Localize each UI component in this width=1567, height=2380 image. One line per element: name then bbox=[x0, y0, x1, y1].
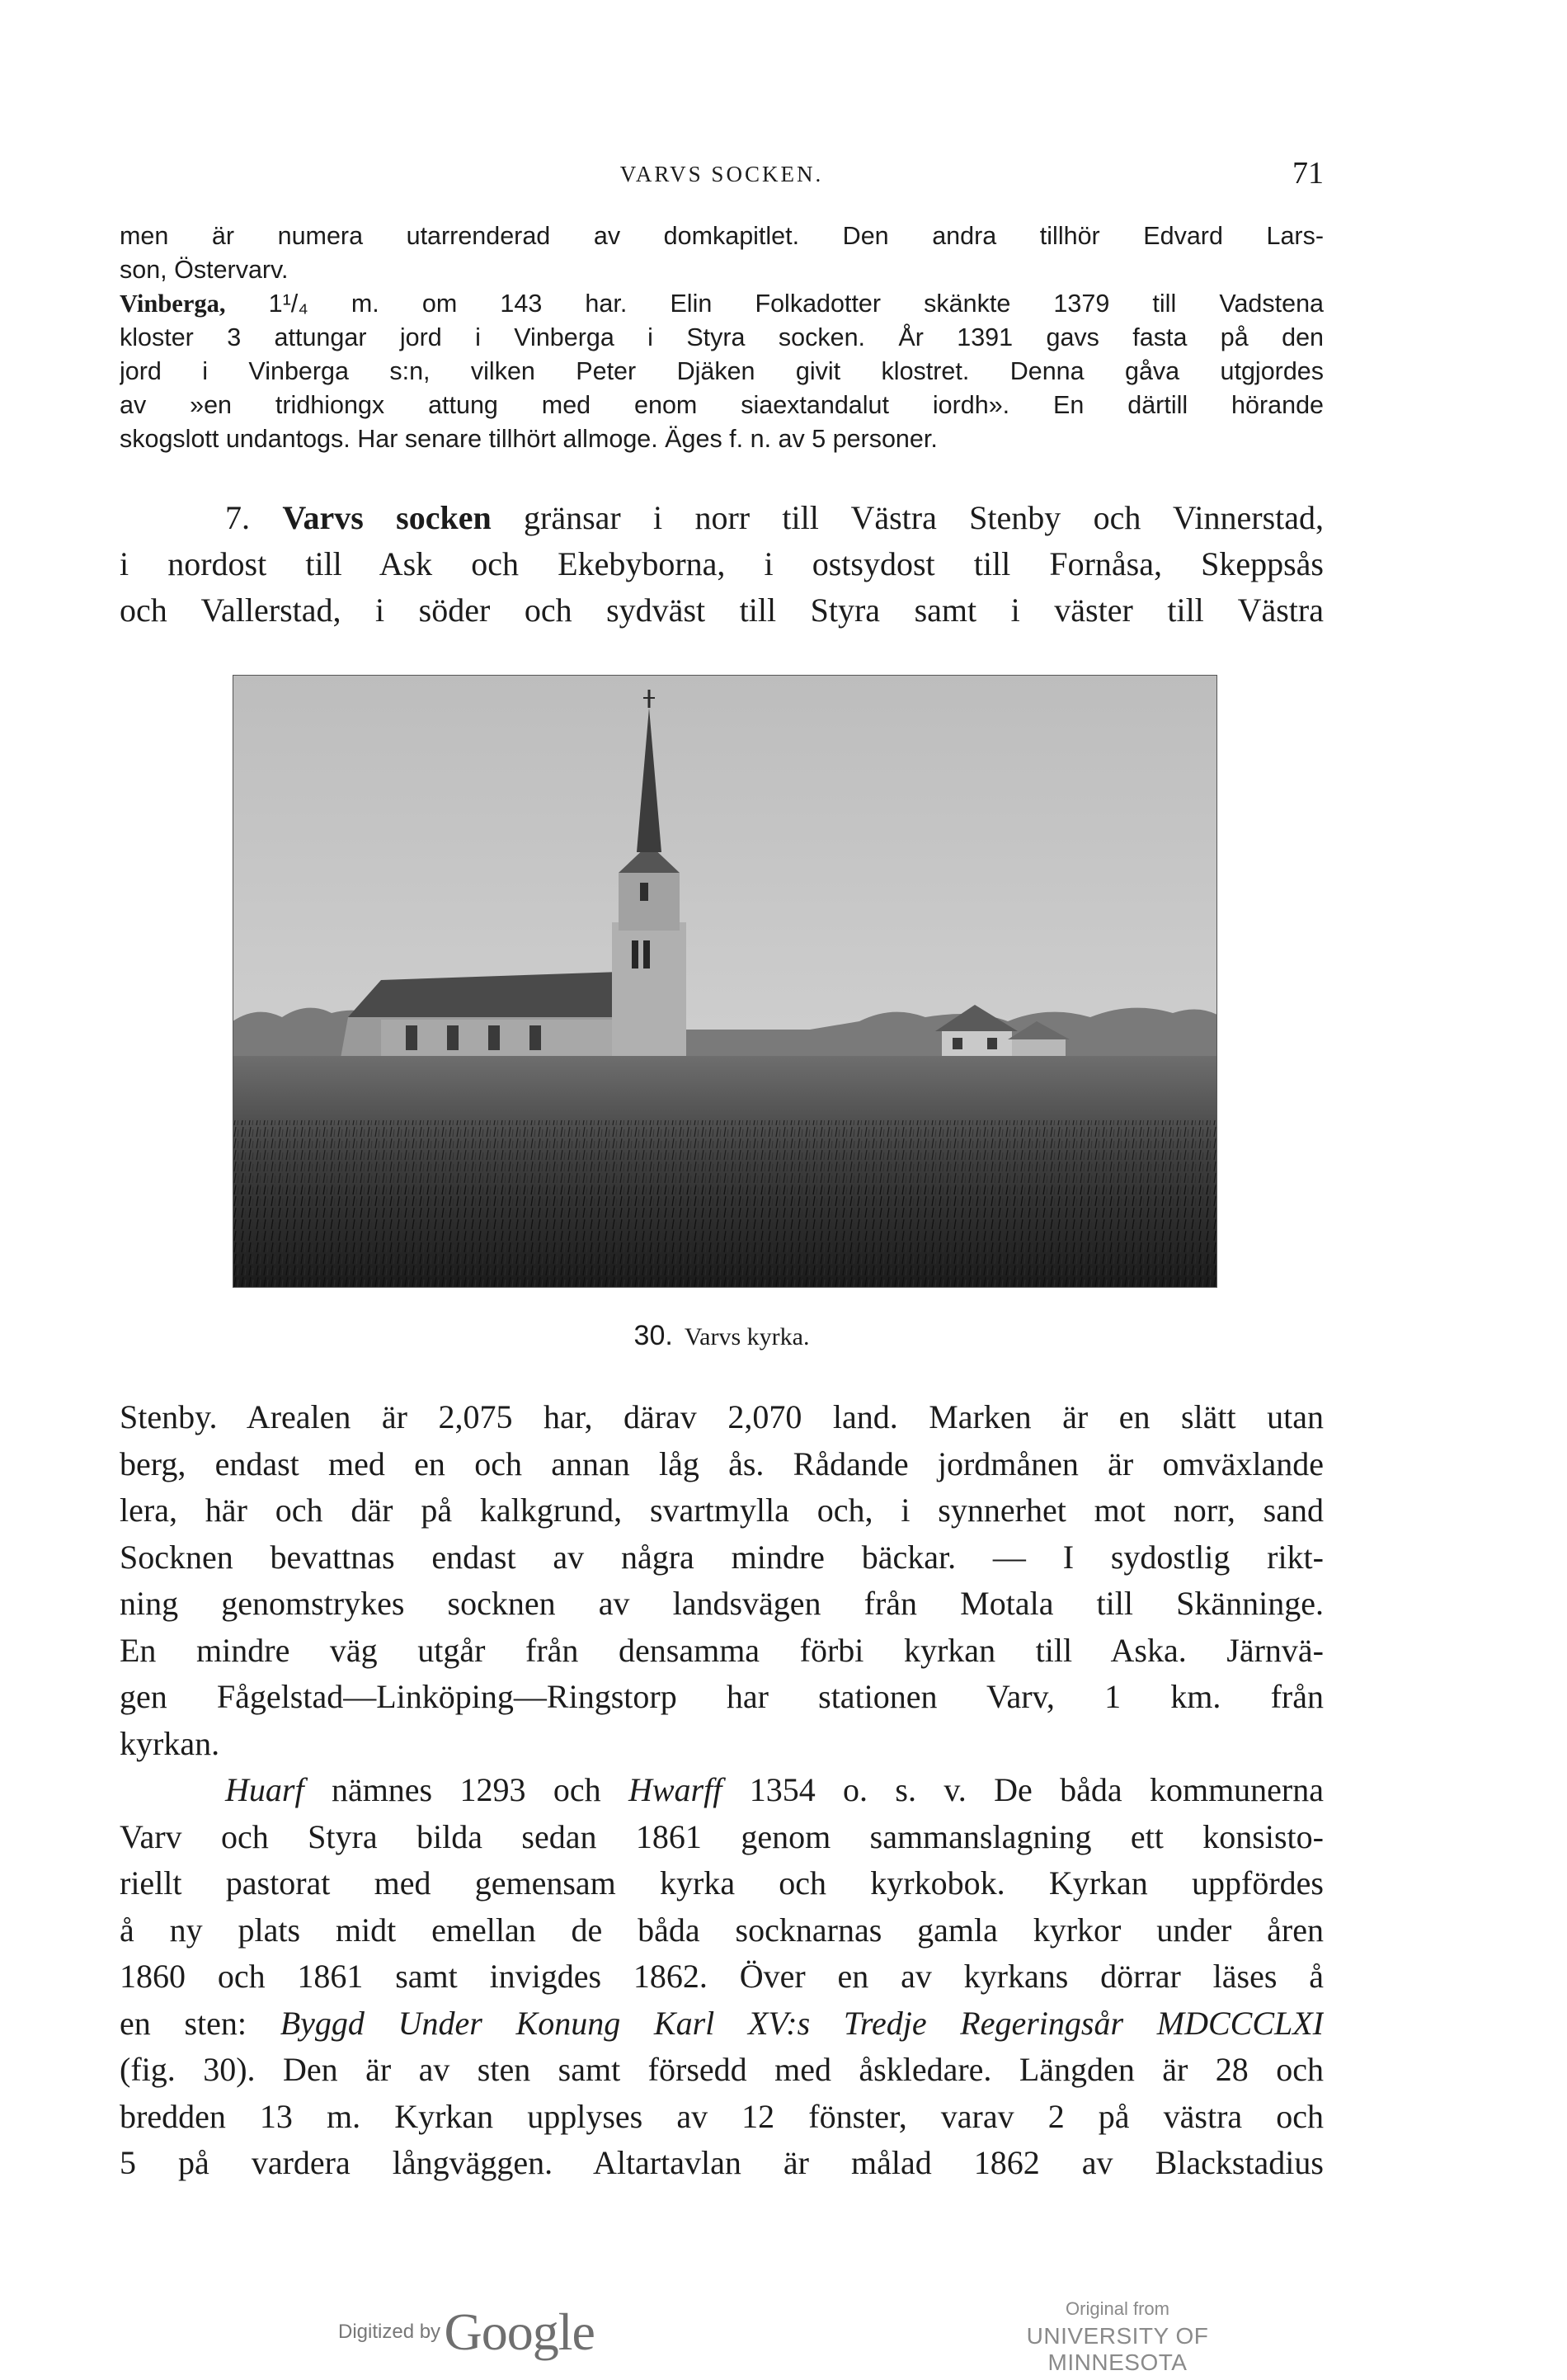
inscription-line bbox=[120, 2001, 1324, 2048]
text-line: son, Östervarv. bbox=[120, 256, 289, 284]
text-line: Varv och Styra bilda sedan 1861 genom sammanslagning ett konsisto- bbox=[120, 1817, 1324, 1855]
figure-number: 30. bbox=[633, 1320, 673, 1351]
text-fragment: nämnes 1293 och bbox=[331, 1771, 601, 1808]
running-title: VARVS SOCKEN. bbox=[619, 162, 824, 186]
text-line: ning genomstrykes socknen av landsvägen från Motala till Skänninge. bbox=[120, 1585, 1324, 1622]
text-line: Stenby. Arealen är 2,075 har, därav 2,070 land. Marken är en slätt utan bbox=[120, 1398, 1324, 1435]
place-name-1: Huarf bbox=[225, 1771, 304, 1808]
text-line: å ny plats midt emellan de båda socknarnas gamla kyrkor under åren bbox=[120, 1911, 1324, 1949]
text-fragment: en sten: bbox=[120, 2004, 247, 2042]
page-header bbox=[120, 155, 1324, 196]
figure-caption bbox=[120, 1320, 1324, 1352]
digitized-by-label: Digitized by bbox=[338, 2321, 441, 2343]
place-name-2: Hwarff bbox=[628, 1771, 722, 1808]
text-line: riellt pastorat med gemensam kyrka och kyrkobok. Kyrkan uppfördes bbox=[120, 1864, 1324, 1902]
text-line: i nordost till Ask och Ekebyborna, i ostsydost till Fornåsa, Skeppsås bbox=[120, 545, 1324, 582]
entry-heading: Vinberga, bbox=[120, 290, 226, 318]
text-line: men är numera utarrenderad av domkapitlet. Den andra tillhör Edvard Lars- bbox=[120, 222, 1324, 250]
text-line: av »en tridhiongx attung med enom siaextandalut iordh». En därtill hörande bbox=[120, 391, 1324, 419]
continuation-text bbox=[120, 1394, 1324, 2187]
original-from bbox=[969, 2298, 1266, 2376]
original-from-label: Original from bbox=[1066, 2298, 1169, 2319]
text-line: kloster 3 attungar jord i Vinberga i Styra socken. År 1391 gavs fasta på den bbox=[120, 323, 1324, 351]
text-line: skogslott undantogs. Har senare tillhört allmoge. Äges f. n. av 5 personer. bbox=[120, 425, 938, 453]
text-line: Socknen bevattnas endast av några mindre bäckar. — I sydostlig rikt- bbox=[120, 1538, 1324, 1576]
text-fragment: 1354 o. s. v. De båda kommunerna bbox=[749, 1771, 1324, 1808]
text-line: En mindre väg utgår från densamma förbi kyrkan till Aska. Järnvä- bbox=[120, 1631, 1324, 1669]
figure-caption-text: Varvs kyrka. bbox=[684, 1323, 810, 1350]
text-line: 1860 och 1861 samt invigdes 1862. Över en av kyrkans dörrar läses å bbox=[120, 1958, 1324, 1995]
text-line-vinberga bbox=[120, 287, 1324, 321]
university-name: UNIVERSITY OF MINNESOTA bbox=[1026, 2323, 1209, 2375]
church-photograph bbox=[233, 675, 1217, 1288]
text-line: berg, endast med en och annan låg ås. Rådande jordmånen är omväxlande bbox=[120, 1444, 1324, 1482]
paragraph-start-line bbox=[120, 1767, 1324, 1814]
text-line: lera, här och där på kalkgrund, svartmylla och, i synnerhet mot norr, sand bbox=[120, 1492, 1324, 1529]
section-paragraph bbox=[120, 495, 1324, 634]
text-line: kyrkan. bbox=[120, 1724, 220, 1762]
section-first-line bbox=[120, 495, 1324, 541]
text-line: jord i Vinberga s:n, vilken Peter Djäken givit klostret. Denna gåva utgjordes bbox=[120, 357, 1324, 385]
text-line: (fig. 30). Den är av sten samt försedd med åskledare. Längden är 28 och bbox=[120, 2051, 1324, 2088]
section-number: 7. bbox=[225, 499, 250, 536]
inscription: Byggd Under Konung Karl XV:s Tredje Regeringsår MDCCCLXI bbox=[280, 2004, 1324, 2042]
text-line: 5 på vardera långväggen. Altartavlan är målad 1862 av Blackstadius bbox=[120, 2144, 1324, 2181]
section-text: gränsar i norr till Västra Stenby och Vinnerstad, bbox=[524, 499, 1324, 536]
small-paragraph bbox=[120, 219, 1324, 456]
text-line: och Vallerstad, i söder och sydväst till Styra samt i väster till Västra bbox=[120, 591, 1324, 629]
page-number: 71 bbox=[1292, 156, 1324, 191]
entry-share: 1¹/₄ bbox=[268, 290, 308, 318]
text-line: bredden 13 m. Kyrkan upplyses av 12 fönster, varav 2 på västra och bbox=[120, 2097, 1324, 2135]
text-line: gen Fågelstad—Linköping—Ringstorp har stationen Varv, 1 km. från bbox=[120, 1678, 1324, 1715]
entry-text: m. om 143 har. Elin Folkadotter skänkte 1379 till Vadstena bbox=[351, 290, 1324, 318]
google-logo: Google bbox=[444, 2302, 595, 2361]
section-heading: Varvs socken bbox=[282, 499, 492, 536]
digitized-by-google bbox=[338, 2302, 595, 2363]
